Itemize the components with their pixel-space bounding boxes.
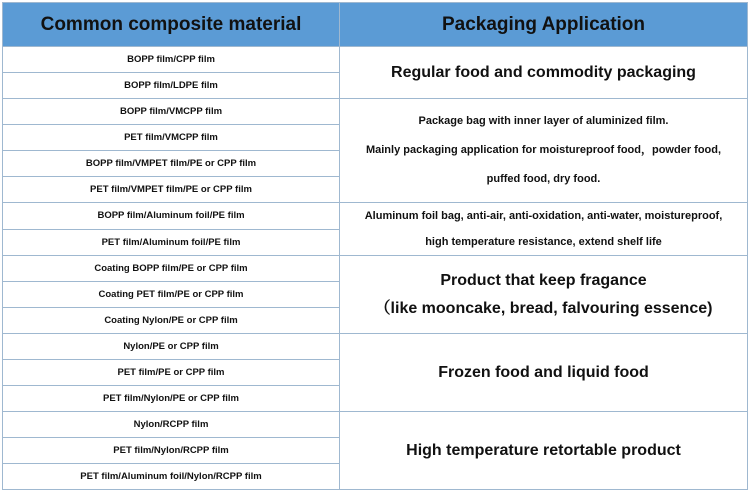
application-text: Mainly packaging application for moistureproof food，powder food, [365, 144, 722, 156]
material-cell: PET film/Nylon/PE or CPP film [3, 386, 340, 412]
table-row [3, 334, 748, 360]
material-cell: BOPP film/CPP film [3, 47, 340, 73]
material-cell: PET film/VMPET film/PE or CPP film [3, 177, 340, 203]
header-row [3, 3, 748, 47]
table-row [3, 256, 748, 282]
material-cell: BOPP film/VMPET film/PE or CPP film [3, 151, 340, 177]
table-row [3, 47, 748, 73]
application-cell [340, 99, 748, 203]
material-cell: PET film/Nylon/RCPP film [3, 438, 340, 464]
table-row [3, 99, 748, 125]
material-cell: Coating BOPP film/PE or CPP film [3, 256, 340, 282]
material-cell: Coating Nylon/PE or CPP film [3, 308, 340, 334]
application-text: Regular food and commodity packaging [391, 63, 696, 81]
application-text: Product that keep fragance [440, 271, 647, 289]
application-text: Package bag with inner layer of aluminized film. [418, 115, 669, 127]
application-cell [340, 334, 748, 412]
material-cell: PET film/VMCPP film [3, 125, 340, 151]
application-text: high temperature resistance, extend shelf life [425, 236, 662, 248]
application-text: Frozen food and liquid food [438, 363, 649, 381]
material-cell: BOPP film/VMCPP film [3, 99, 340, 125]
application-cell [340, 47, 748, 99]
material-cell: BOPP film/Aluminum foil/PE film [3, 203, 340, 230]
header-material: Common composite material [3, 3, 340, 47]
material-cell: Nylon/PE or CPP film [3, 334, 340, 360]
header-application: Packaging Application [340, 3, 748, 47]
application-cell [340, 203, 748, 256]
application-text: （like mooncake, bread, falvouring essence) [374, 299, 713, 317]
table-row [3, 412, 748, 438]
material-cell: BOPP film/LDPE film [3, 73, 340, 99]
material-cell: PET film/Aluminum foil/Nylon/RCPP film [3, 464, 340, 490]
application-cell [340, 412, 748, 490]
material-cell: Nylon/RCPP film [3, 412, 340, 438]
material-cell: PET film/Aluminum foil/PE film [3, 229, 340, 256]
table-row [3, 203, 748, 230]
material-cell: Coating PET film/PE or CPP film [3, 282, 340, 308]
application-text: High temperature retortable product [406, 441, 681, 459]
material-cell: PET film/PE or CPP film [3, 360, 340, 386]
application-cell [340, 256, 748, 334]
application-text: Aluminum foil bag, anti-air, anti-oxidation, anti-water, moistureproof, [364, 210, 723, 222]
composite-material-table [2, 2, 748, 490]
application-text: puffed food, dry food. [486, 173, 601, 185]
